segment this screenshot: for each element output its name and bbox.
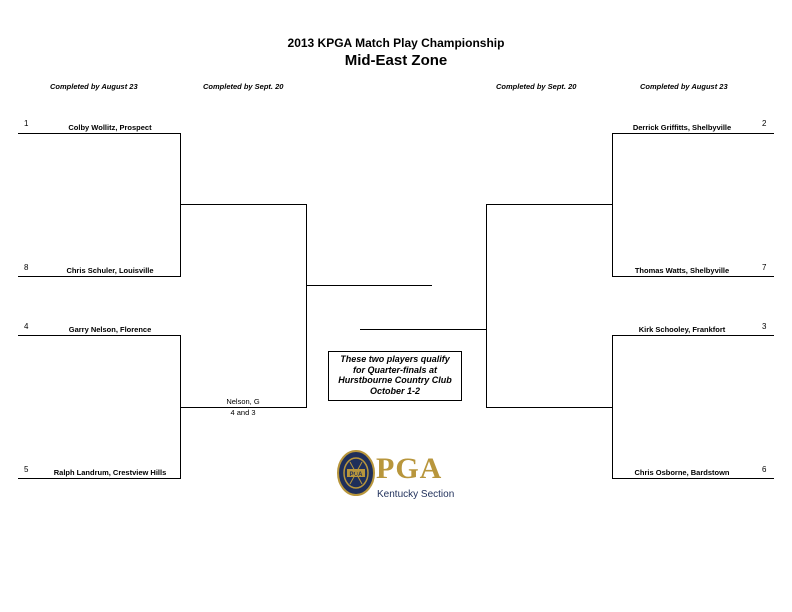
- bracket-line: [18, 133, 180, 134]
- bracket-line: [18, 335, 180, 336]
- bracket-line: [18, 276, 180, 277]
- note-line: These two players qualify: [340, 354, 450, 364]
- qualifier-line: [306, 285, 432, 286]
- seed-number: 8: [24, 263, 29, 272]
- bracket-line: [18, 478, 180, 479]
- bracket-line: [306, 204, 307, 408]
- seed-number: 3: [762, 322, 767, 331]
- note-line: October 1-2: [369, 385, 420, 396]
- round1-left-deadline: Completed by August 23: [50, 82, 138, 91]
- player-name: Thomas Watts, Shelbyville: [634, 266, 730, 275]
- player-name: Colby Wollitz, Prospect: [68, 123, 152, 132]
- player-name: Derrick Griffitts, Shelbyville: [632, 123, 732, 132]
- bracket-line: [612, 335, 613, 479]
- qualifier-line: [360, 329, 486, 330]
- bracket-line: [612, 478, 774, 479]
- qualification-note: [328, 351, 462, 401]
- seed-number: 7: [762, 263, 767, 272]
- pga-kentucky-logo: [336, 446, 466, 502]
- seed-number: 2: [762, 119, 767, 128]
- seed-number: 5: [24, 465, 29, 474]
- seed-number: 1: [24, 119, 29, 128]
- bracket-line: [180, 204, 306, 205]
- note-line: Hurstbourne Country Club: [338, 375, 452, 385]
- round2-right-deadline: Completed by Sept. 20: [496, 82, 577, 91]
- seed-number: 4: [24, 322, 29, 331]
- bracket-line: [486, 204, 612, 205]
- round2-left-deadline: Completed by Sept. 20: [203, 82, 284, 91]
- pga-wordmark: PGA: [376, 452, 443, 485]
- pga-seal-icon: [336, 448, 376, 498]
- zone-subtitle: Mid-East Zone: [344, 52, 448, 69]
- section-label: Kentucky Section: [377, 489, 455, 500]
- round1-right-deadline: Completed by August 23: [640, 82, 728, 91]
- bracket-line: [612, 276, 774, 277]
- bracket-line: [612, 133, 774, 134]
- note-line: for Quarter-finals at: [352, 364, 437, 375]
- svg-text:PGA: PGA: [349, 472, 363, 478]
- player-name: Kirk Schooley, Frankfort: [638, 325, 726, 334]
- player-name: Chris Osborne, Bardstown: [634, 468, 730, 477]
- player-name: Garry Nelson, Florence: [68, 325, 152, 334]
- match-score: 4 and 3: [230, 408, 256, 417]
- page-title: 2013 KPGA Match Play Championship: [287, 36, 505, 50]
- match-winner: Nelson, G: [226, 397, 260, 406]
- bracket-line: [612, 133, 613, 277]
- bracket-line: [180, 133, 181, 277]
- bracket-line: [486, 407, 612, 408]
- player-name: Chris Schuler, Louisville: [66, 266, 154, 275]
- seed-number: 6: [762, 465, 767, 474]
- bracket-line: [612, 335, 774, 336]
- bracket-line: [486, 204, 487, 408]
- player-name: Ralph Landrum, Crestview Hills: [53, 468, 167, 477]
